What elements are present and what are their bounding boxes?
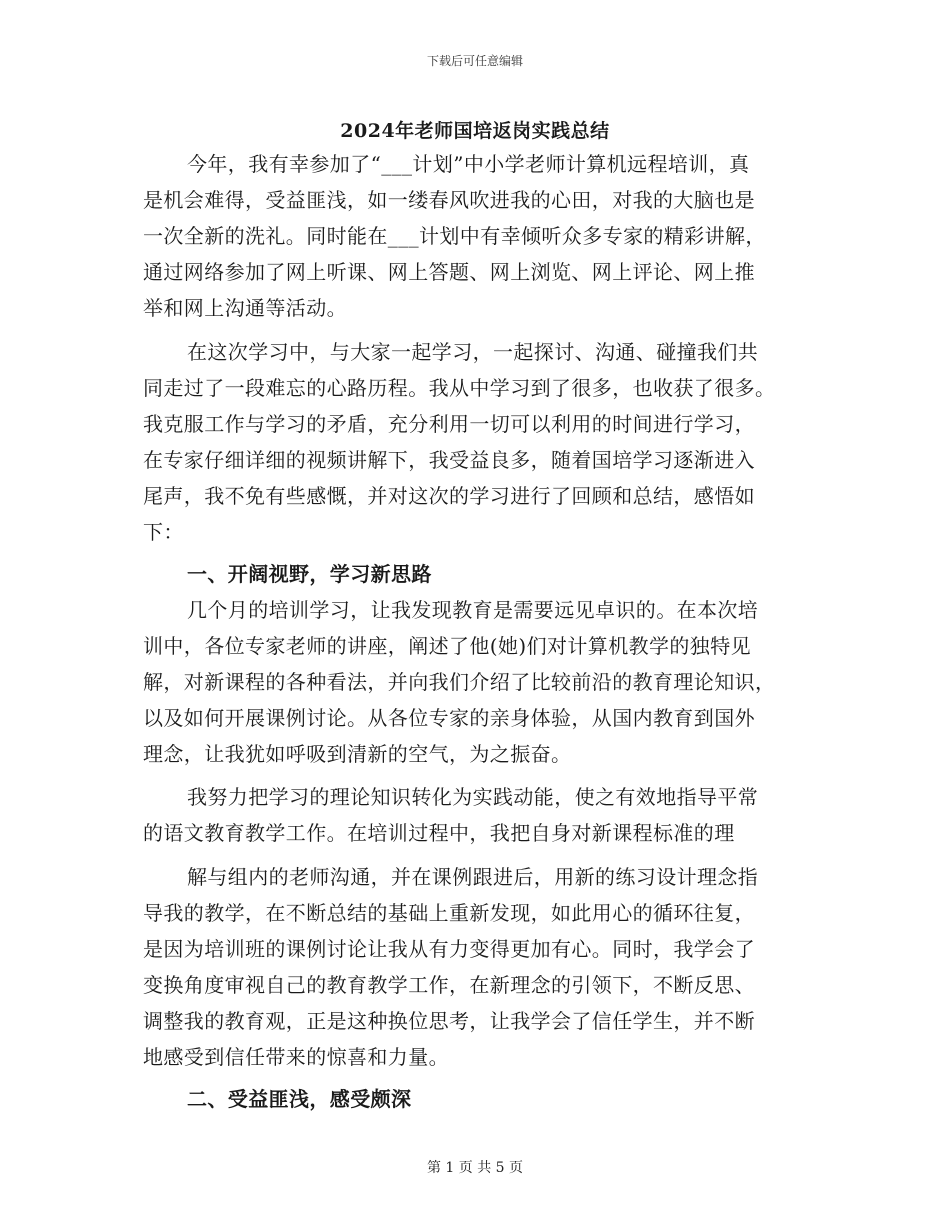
paragraph-line: 几个月的培训学习，让我发现教育是需要远见卓识的。在本次培: [187, 598, 759, 622]
paragraph-line: 今年，我有幸参加了“___计划”中小学老师计算机远程培训，真: [187, 152, 750, 176]
paragraph-line: 在这次学习中，与大家一起学习，一起探讨、沟通、碰撞我们共: [187, 340, 759, 364]
paragraph-line: 下：: [143, 520, 184, 544]
paragraph-line: 我努力把学习的理论知识转化为实践动能，使之有效地指导平常: [187, 785, 759, 809]
section-heading-1: 一、开阔视野，学习新思路: [187, 562, 432, 586]
paragraph-line: 以及如何开展课例讨论。从各位专家的亲身体验，从国内教育到国外: [143, 706, 755, 730]
paragraph-line: 尾声，我不免有些感慨，并对这次的学习进行了回顾和总结，感悟如: [143, 484, 755, 508]
paragraph-line: 地感受到信任带来的惊喜和力量。: [143, 1045, 449, 1069]
header-note: 下载后可任意编辑: [426, 54, 523, 68]
paragraph-line: 调整我的教育观，正是这种换位思考，让我学会了信任学生，并不断: [143, 1009, 755, 1033]
document-title: 2024年老师国培返岗实践总结: [340, 120, 610, 142]
paragraph-line: 解与组内的老师沟通，并在课例跟进后，用新的练习设计理念指: [187, 865, 759, 889]
paragraph-line: 举和网上沟通等活动。: [143, 296, 347, 320]
page-footer: 第 1 页 共 5 页: [426, 1160, 524, 1176]
paragraph-line: 的语文教育教学工作。在培训过程中，我把自身对新课程标准的理: [143, 821, 735, 845]
section-heading-2: 二、受益匪浅，感受颇深: [187, 1087, 412, 1111]
paragraph-line: 是因为培训班的课例讨论让我从有力变得更加有心。同时，我学会了: [143, 937, 755, 961]
paragraph-line: 一次全新的洗礼。同时能在___计划中有幸倾听众多专家的精彩讲解，: [143, 224, 766, 248]
paragraph-line: 我克服工作与学习的矛盾，充分利用一切可以利用的时间进行学习，: [143, 412, 755, 436]
paragraph-line: 训中，各位专家老师的讲座，阐述了他(她)们对计算机教学的独特见: [143, 634, 752, 658]
paragraph-line: 变换角度审视自己的教育教学工作，在新理念的引领下，不断反思、: [143, 973, 755, 997]
paragraph-line: 是机会难得，受益匪浅，如一缕春风吹进我的心田，对我的大脑也是: [143, 188, 755, 212]
paragraph-line: 同走过了一段难忘的心路历程。我从中学习到了很多，也收获了很多。: [143, 376, 776, 400]
paragraph-line: 理念，让我犹如呼吸到清新的空气，为之振奋。: [143, 742, 572, 766]
paragraph-line: 导我的教学，在不断总结的基础上重新发现，如此用心的循环往复，: [143, 901, 755, 925]
paragraph-line: 在专家仔细详细的视频讲解下，我受益良多，随着国培学习逐渐进入: [143, 448, 755, 472]
paragraph-line: 解，对新课程的各种看法，并向我们介绍了比较前沿的教育理论知识，: [143, 670, 776, 694]
paragraph-line: 通过网络参加了网上听课、网上答题、网上浏览、网上评论、网上推: [143, 260, 755, 284]
